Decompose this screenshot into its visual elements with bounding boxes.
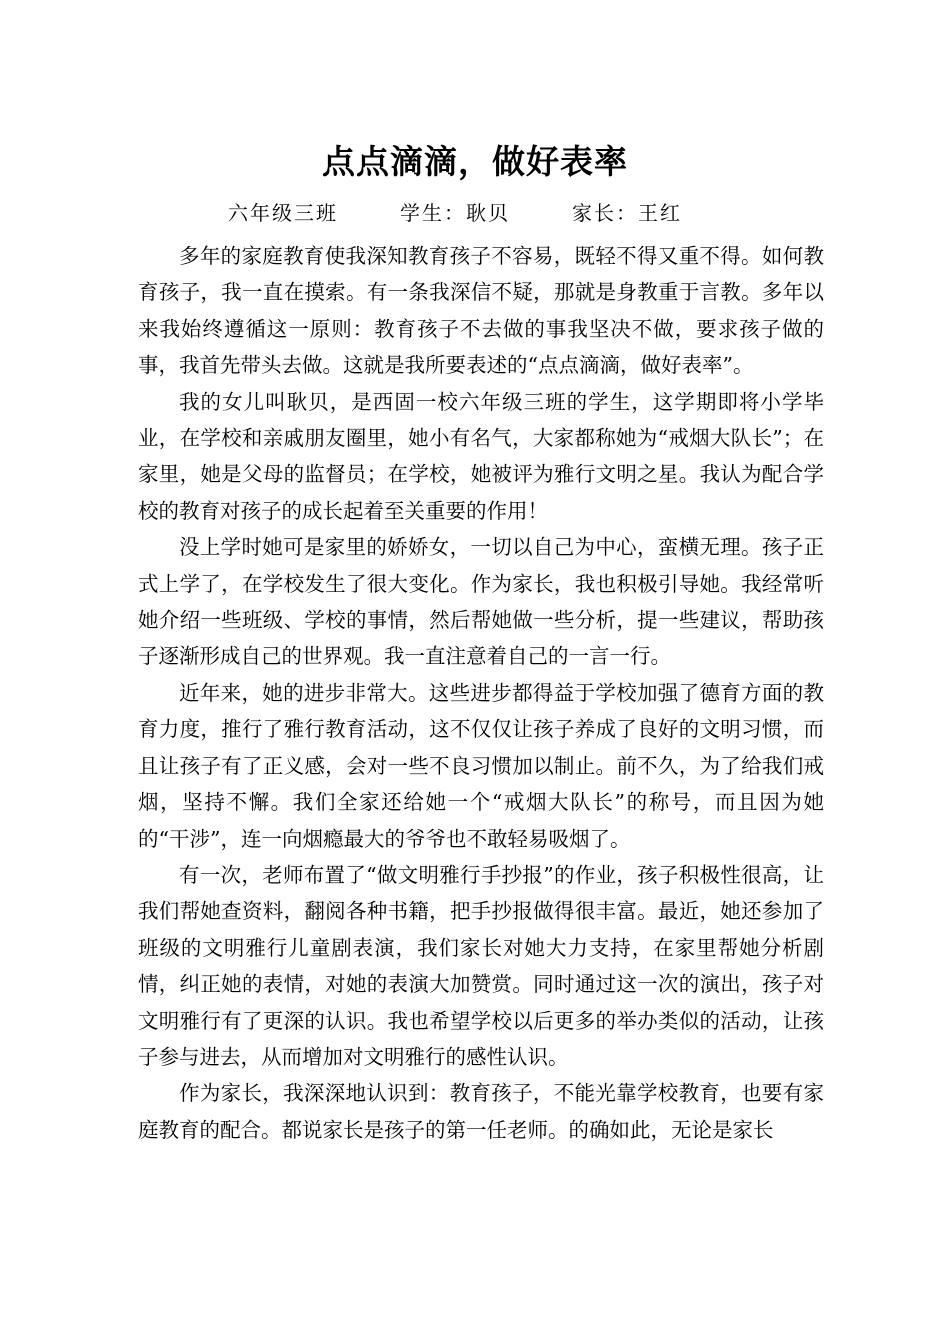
- paragraph: 我的女儿叫耿贝，是西固一校六年级三班的学生，这学期即将小学毕业，在学校和亲戚朋友圈里，她小有名气，大家都称她为“戒烟大队长”；在家里，她是父母的监督员；在学校，她被评为雅行文明之星。我认为配合学校的教育对孩子的成长起着至关重要的作用！: [138, 389, 824, 523]
- byline-parent: 家长：王红: [572, 201, 682, 225]
- article-body: [138, 238, 824, 1148]
- paragraph: 多年的家庭教育使我深知教育孩子不容易，既轻不得又重不得。如何教育孩子，我一直在摸索。有一条我深信不疑，那就是身教重于言教。多年以来我始终遵循这一原则：教育孩子不去做的事我坚决不做，要求孩子做的事，我首先带头去做。这就是我所要表述的“点点滴滴，做好表率”。: [138, 244, 824, 378]
- document-title: 点点滴滴，做好表率: [322, 142, 628, 181]
- paragraph: 没上学时她可是家里的娇娇女，一切以自己为中心，蛮横无理。孩子正式上学了，在学校发生了很大变化。作为家长，我也积极引导她。我经常听她介绍一些班级、学校的事情，然后帮她做一些分析，提一些建议，帮助孩子逐渐形成自己的世界观。我一直注意着自己的一言一行。: [138, 535, 824, 669]
- paragraph: 近年来，她的进步非常大。这些进步都得益于学校加强了德育方面的教育力度，推行了雅行教育活动，这不仅仅让孩子养成了良好的文明习惯，而且让孩子有了正义感，会对一些不良习惯加以制止。前不久，为了给我们戒烟，坚持不懈。我们全家还给她一个“戒烟大队长”的称号，而且因为她的“干涉”，连一向烟瘾最大的爷爷也不敢轻易吸烟了。: [138, 680, 824, 851]
- paragraph: 有一次，老师布置了“做文明雅行手抄报”的作业，孩子积极性很高，让我们帮她查资料，翻阅各种书籍，把手抄报做得很丰富。最近，她还参加了班级的文明雅行儿童剧表演，我们家长对她大力支持，在家里帮她分析剧情，纠正她的表情，对她的表演大加赞赏。同时通过这一次的演出，孩子对文明雅行有了更深的认识。我也希望学校以后更多的举办类似的活动，让孩子参与进去，从而增加对文明雅行的感性认识。: [138, 862, 824, 1069]
- paragraph: 作为家长，我深深地认识到：教育孩子，不能光靠学校教育，也要有家庭教育的配合。都说家长是孩子的第一任老师。的确如此，无论是家长: [138, 1081, 824, 1142]
- byline: [0, 198, 950, 228]
- byline-student: 学生：耿贝: [400, 201, 510, 225]
- byline-class: 六年级三班: [228, 201, 338, 225]
